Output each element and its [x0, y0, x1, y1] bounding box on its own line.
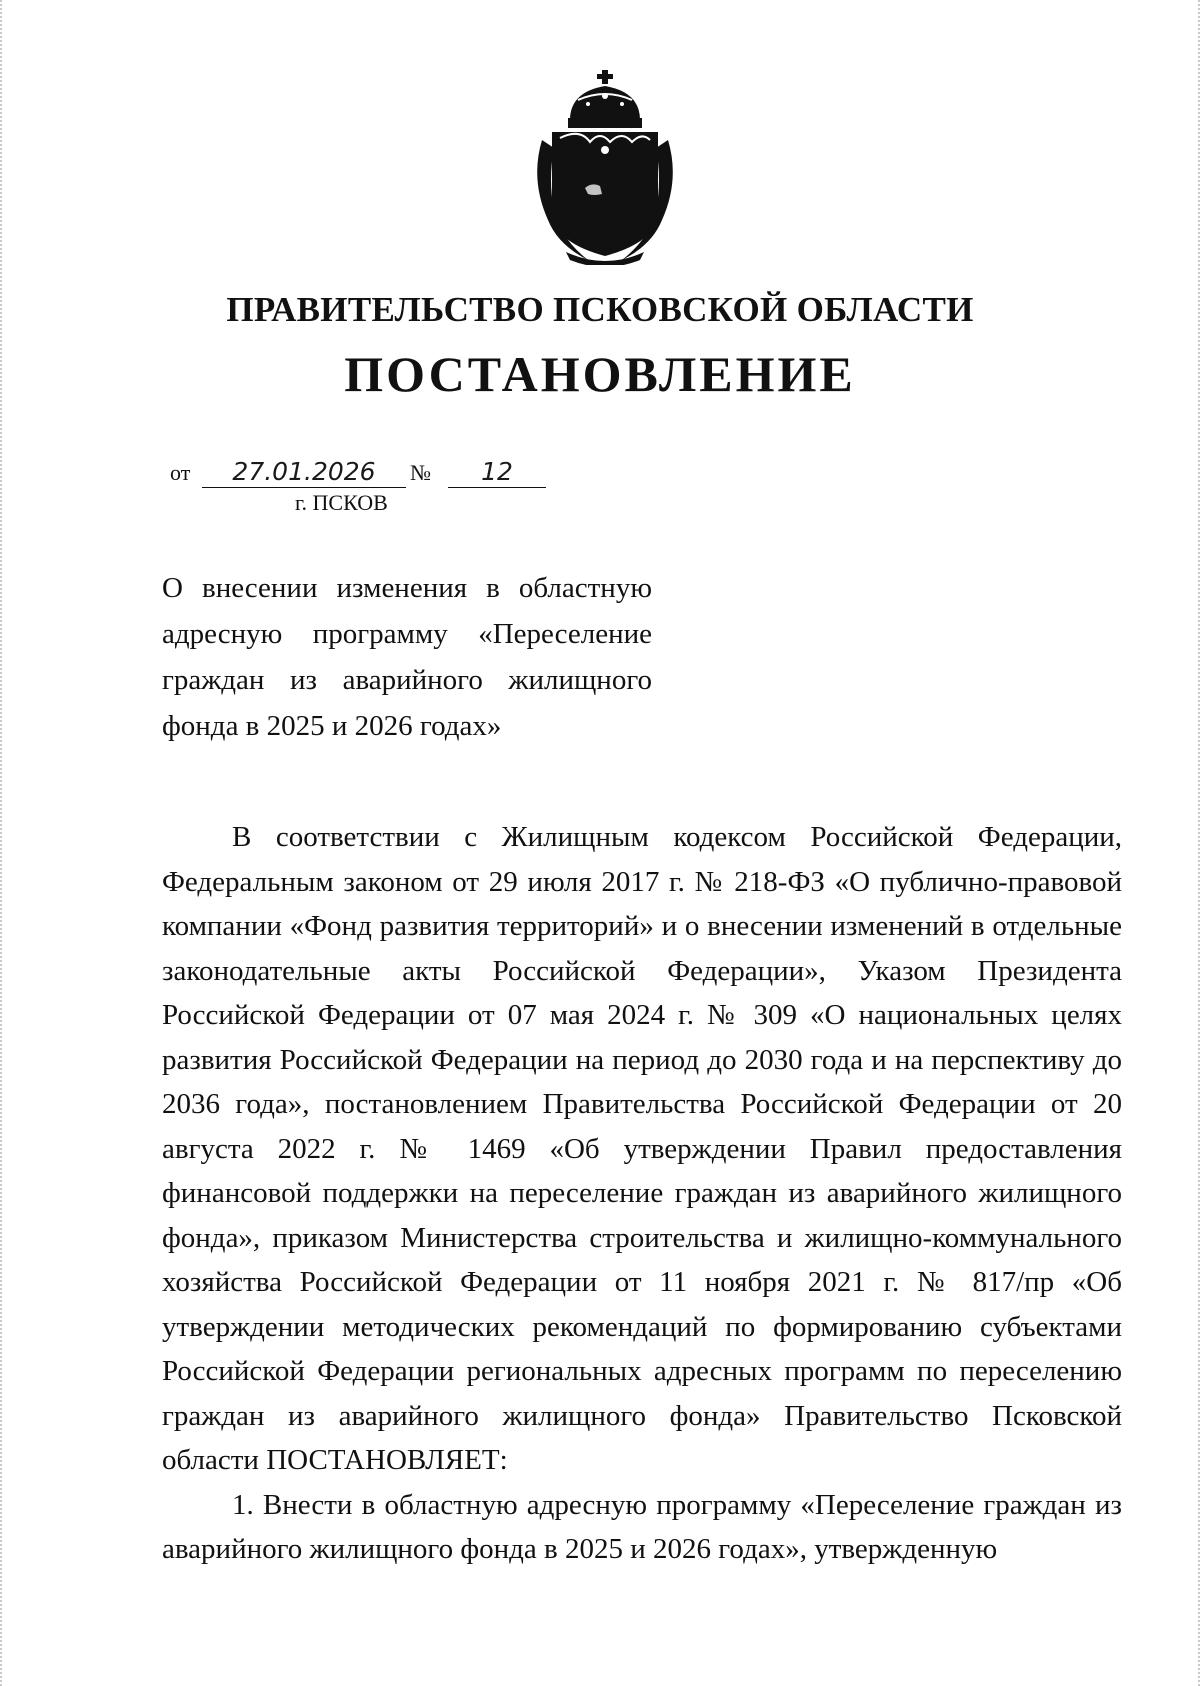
- date-label: от: [170, 460, 191, 485]
- preamble-text: В соответствии с Жилищным кодексом Российской Федерации, Федеральным законом от 29 июля 2017 г. № 218-ФЗ «О публично-правовой компании «Фонд развития территорий» и о внесении изменений в отдельные законодательные акты Российской Федерации», Указом Президента Российской Федерации от 07 мая 2024 г. № 309 «О национальных целях развития Российской Федерации на период до 2030 года и на перспективу до 2036 года», постановлением Правительства Российской Федерации от 20 августа 2022 г. № 1469 «Об утверждении Правил предоставления финансовой поддержки на переселение граждан из аварийного жилищного фонда», приказом Министерства строительства и жилищно-коммунального хозяйства Российской Федерации от 11 ноября 2021 г. № 817/пр «Об утверждении методических рекомендаций по формированию субъектами Российской Федерации региональных адресных программ по переселению граждан из аварийного жилищного фонда» Правительство Псковской области: [162, 821, 1122, 1476]
- body-paragraph-item-1: 1. Внести в областную адресную программу «Переселение граждан из аварийного жилищного фонда в 2025 и 2026 годах», утвержденную: [162, 1488, 1122, 1565]
- document-body: [162, 815, 1122, 1572]
- body-paragraph-preamble: [162, 815, 1122, 1483]
- scan-edge-left: [0, 0, 6, 1686]
- organization-name: ПРАВИТЕЛЬСТВО ПСКОВСКОЙ ОБЛАСТИ: [226, 290, 974, 329]
- number-label: №: [410, 460, 431, 485]
- document-subject: О внесении изменения в областную адресную программу «Переселение граждан из аварийного жилищного фонда в 2025 и 2026 годах»: [162, 572, 652, 742]
- date-number-line: [170, 458, 570, 492]
- pskov-oblast-coat-of-arms-icon: [530, 70, 680, 265]
- handwritten-date: 27.01.2026: [202, 457, 406, 488]
- handwritten-number: 12: [448, 457, 546, 488]
- scan-edge-right: [1194, 0, 1200, 1686]
- decree-word: ПОСТАНОВЛЯЕТ:: [266, 1444, 508, 1476]
- city-label: г. ПСКОВ: [295, 490, 388, 515]
- document-type-title: ПОСТАНОВЛЕНИЕ: [344, 346, 856, 402]
